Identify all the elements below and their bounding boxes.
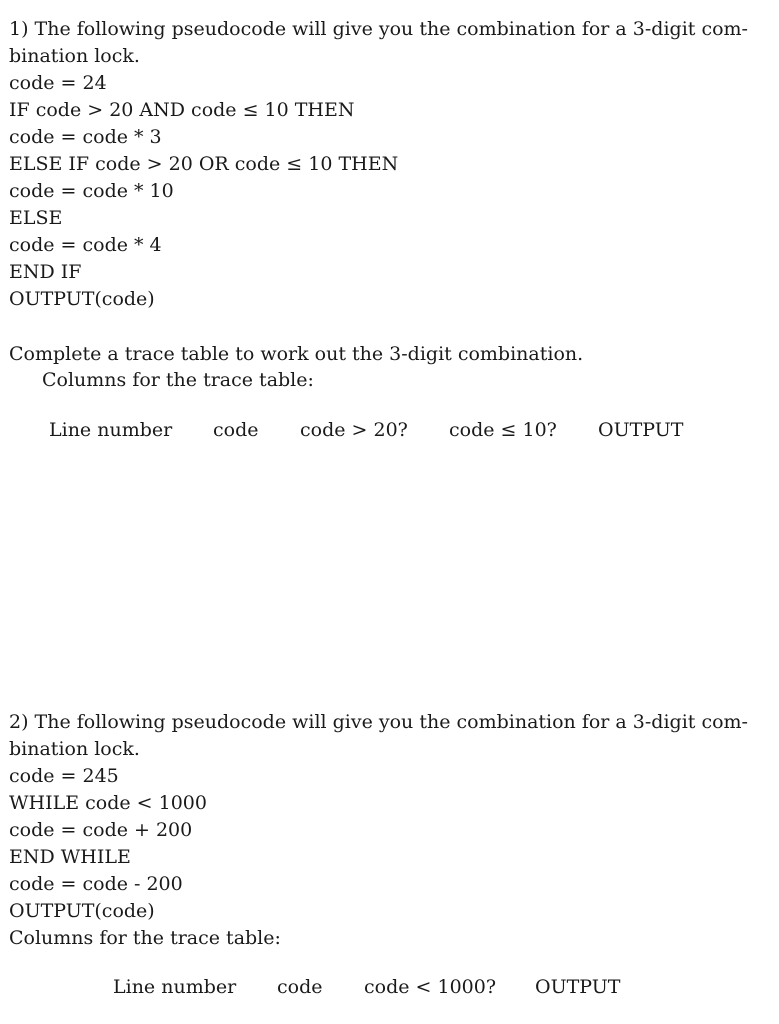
q2-code-line: code = 245 [9,765,119,787]
q2-code-line: code = code + 200 [9,819,193,841]
q2-column-header: OUTPUT [535,976,621,998]
q1-intro-line-1: 1) The following pseudocode will give you the combination for a 3-digit com- [9,18,748,40]
q1-column-header: Line number [49,419,173,441]
q2-intro-line-1: 2) The following pseudocode will give you the combination for a 3-digit com- [9,711,748,733]
q1-code-line: code = code * 4 [9,234,162,256]
q2-code-line: WHILE code < 1000 [9,792,207,814]
q1-column-header: code [213,419,259,441]
q1-column-header: code > 20? [300,419,408,441]
q1-trace-table-columns [0,417,779,444]
q2-column-header: code [277,976,323,998]
q1-column-header: code ≤ 10? [449,419,557,441]
q1-code-line: OUTPUT(code) [9,288,155,310]
q2-code-line: END WHILE [9,846,131,868]
q2-intro-line-2: bination lock. [9,738,140,760]
q1-columns-heading: Columns for the trace table: [42,369,314,391]
q1-code-line: ELSE IF code > 20 OR code ≤ 10 THEN [9,153,399,175]
q1-code-line: code = code * 3 [9,126,162,148]
q1-code-line: code = code * 10 [9,180,174,202]
q1-intro-line-2: bination lock. [9,45,140,67]
q2-column-header: Line number [113,976,237,998]
q1-code-line: IF code > 20 AND code ≤ 10 THEN [9,99,355,121]
q2-column-header: code < 1000? [364,976,497,998]
q1-code-line: ELSE [9,207,63,229]
q1-column-header: OUTPUT [598,419,684,441]
q1-code-line: END IF [9,261,82,283]
q1-task: Complete a trace table to work out the 3-digit combination. [9,343,584,365]
q2-code-line: OUTPUT(code) [9,900,155,922]
q1-code-line: code = 24 [9,72,107,94]
q2-code-line: code = code - 200 [9,873,183,895]
q2-trace-table-columns [0,974,779,1001]
q2-columns-heading: Columns for the trace table: [9,927,281,949]
